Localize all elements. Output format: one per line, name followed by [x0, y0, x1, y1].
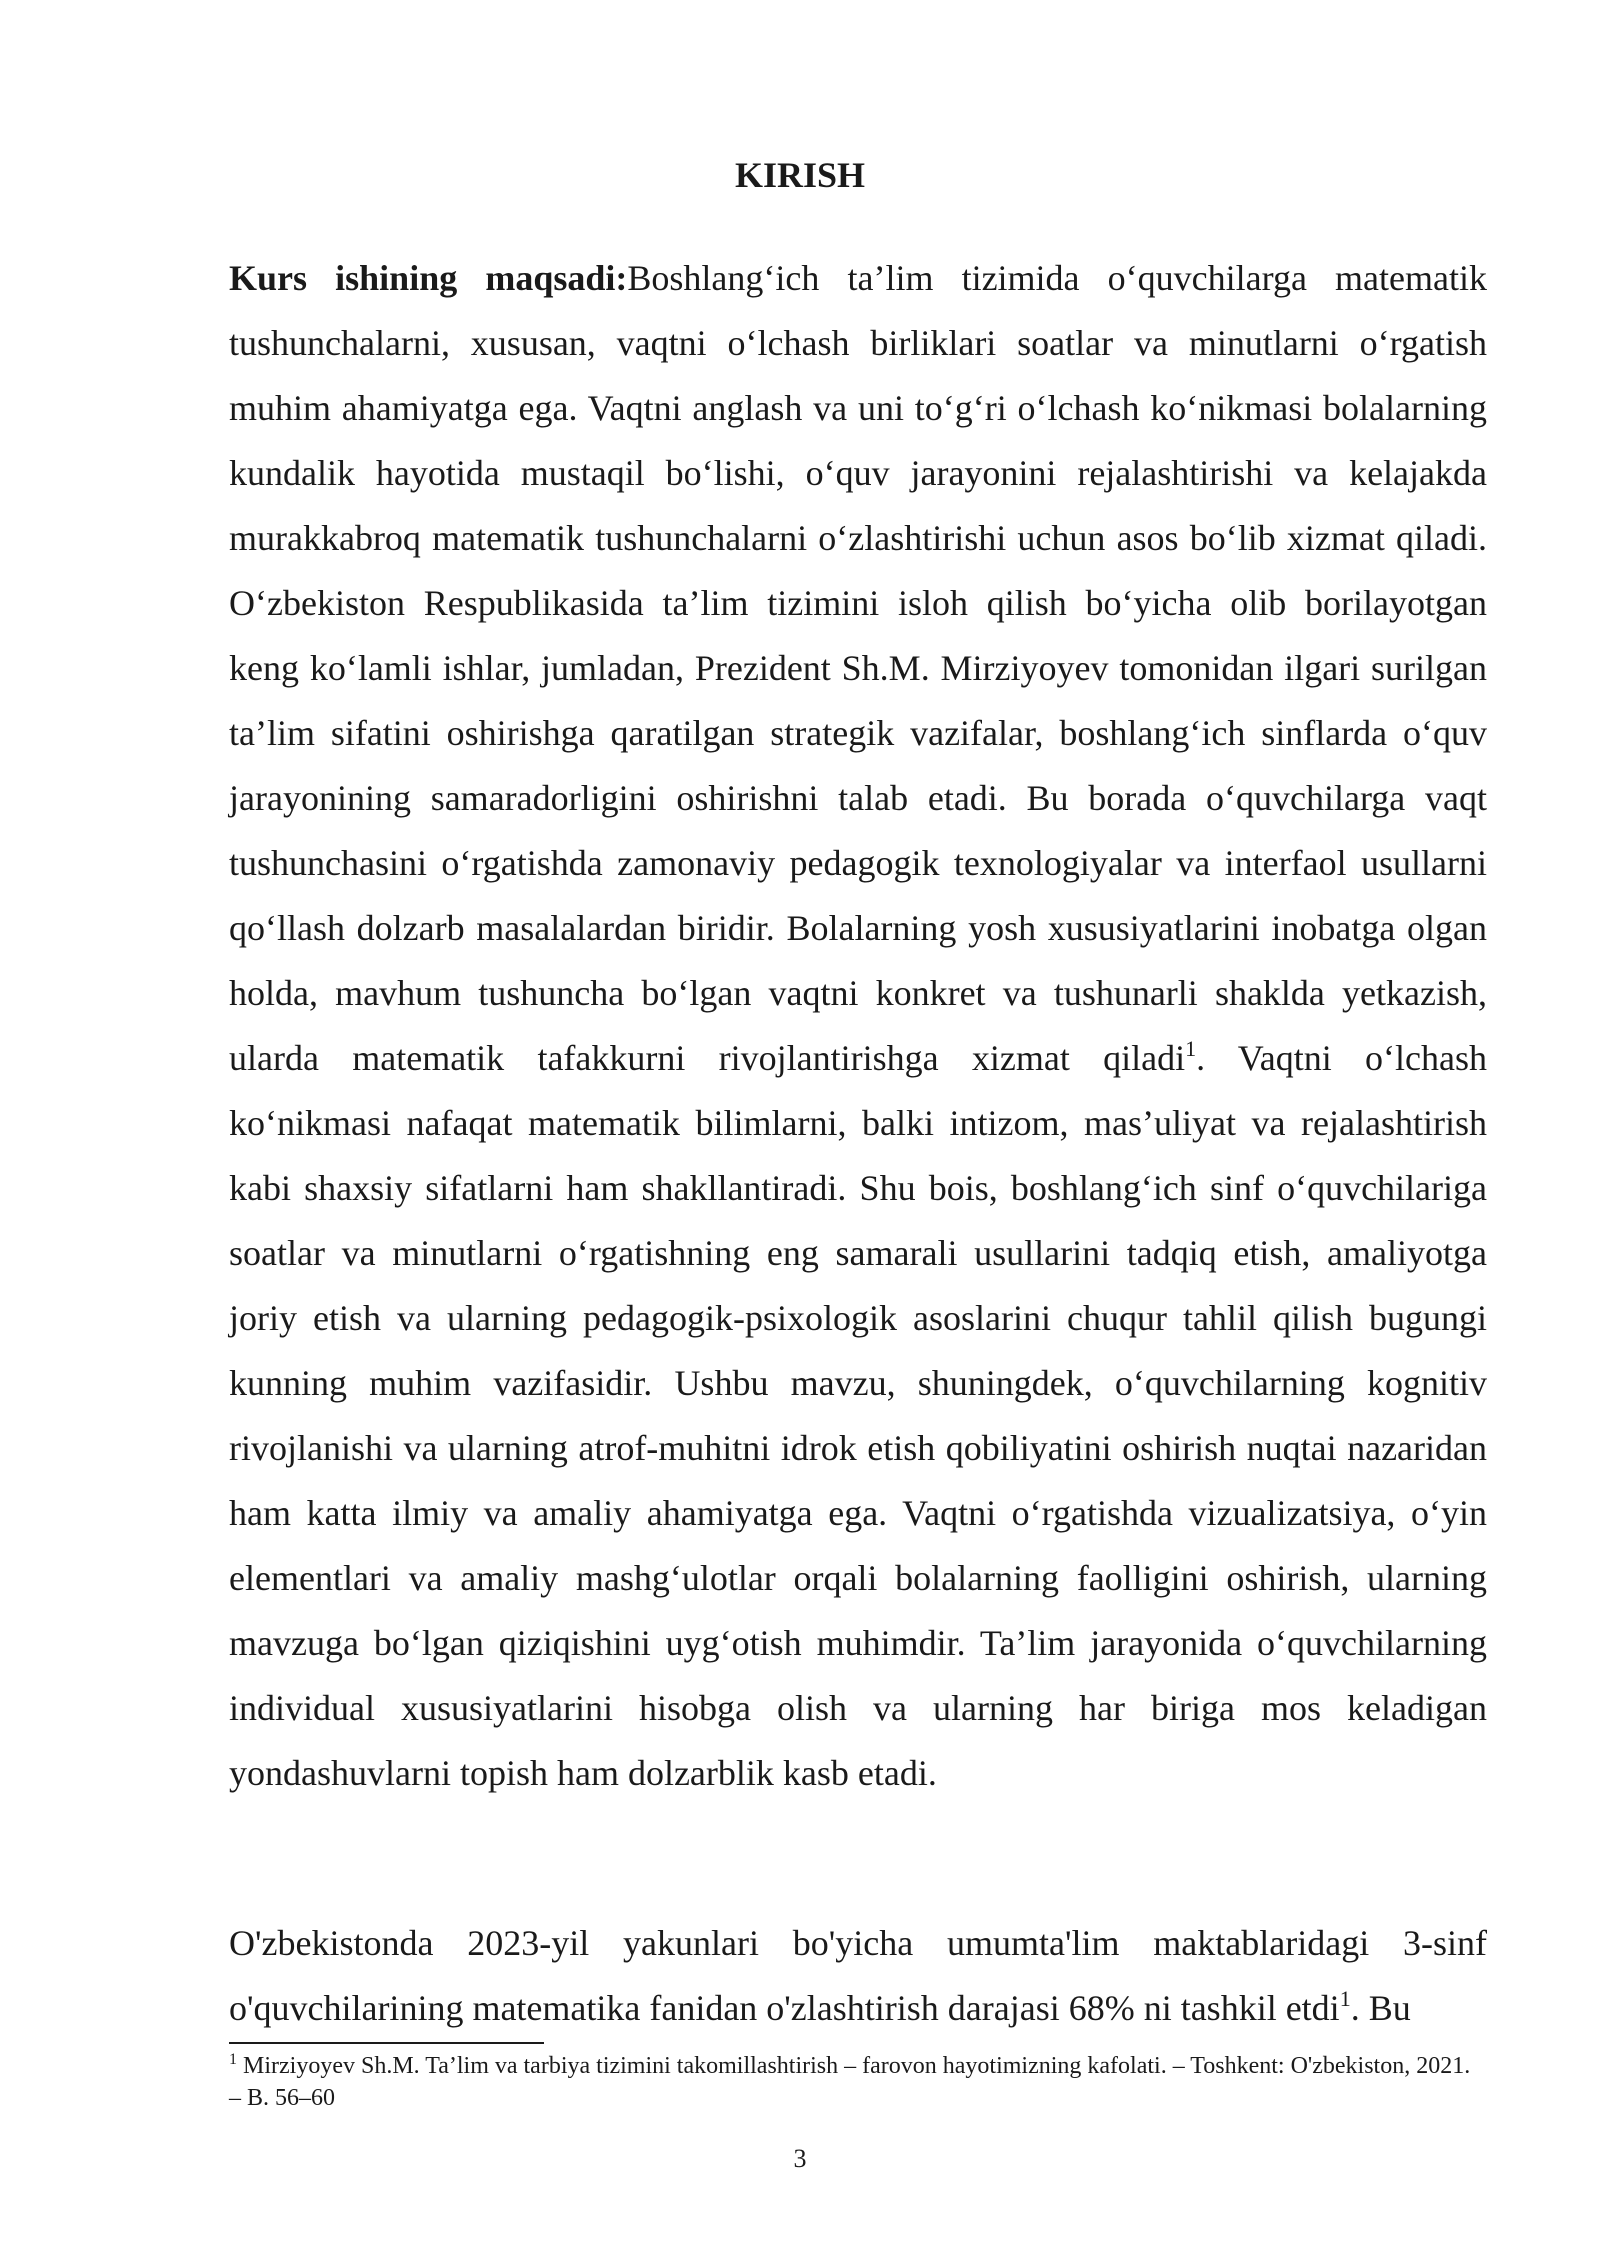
page-number: 3	[793, 2144, 807, 2173]
footnote-reference[interactable]: 1	[1339, 1986, 1351, 2011]
footnote-reference[interactable]: 1	[1185, 1036, 1197, 1061]
footnote-text: Mirziyoyev Sh.M. Ta’lim va tarbiya tizimini takomillashtirish – farovon hayotimizning kafolati. – Toshkent: O'zbekiston, 2021. – B. 56–60	[229, 2053, 1471, 2111]
footnote-marker: 1	[229, 2051, 237, 2068]
statistics-paragraph	[229, 1911, 1487, 2041]
intro-paragraph	[229, 246, 1487, 1806]
footnote-separator	[229, 2042, 544, 2044]
footnote	[229, 2050, 1487, 2114]
paragraph-text: Boshlang‘ich ta’lim tizimida o‘quvchilarga matematik tushunchalarni, xususan, vaqtni o‘lchash birliklari soatlar va minutlarni o‘rgatish muhim ahamiyatga ega. Vaqtni anglash va uni to‘g‘ri o‘lchash ko‘nikmasi bolalarning kundalik hayotida mustaqil bo‘lishi, o‘quv jarayonini rejalashtirishi va kelajakda murakkabroq matematik tushunchalarni o‘zlashtirishi uchun asos bo‘lib xizmat qiladi. O‘zbekiston Respublikasida ta’lim tizimini isloh qilish bo‘yicha olib borilayotgan keng ko‘lamli ishlar, jumladan, Prezident Sh.M. Mirziyoyev tomonidan ilgari surilgan ta’lim sifatini oshirishga qaratilgan strategik vazifalar, boshlang‘ich sinflarda o‘quv jarayonining samaradorligini oshirishni talab etadi. Bu borada o‘quvchilarga vaqt tushunchasini o‘rgatishda zamonaviy pedagogik texnologiyalar va interfaol usullarni qo‘llash dolzarb masalalardan biridir. Bolalarning yosh xususiyatlarini inobatga olgan holda, mavhum tushuncha bo‘lgan vaqtni konkret va tushunarli shaklda yetkazish, ularda matematik tafakkurni rivojlantirishga xizmat qiladi	[229, 258, 1487, 1078]
paragraph-text: O'zbekistonda 2023-yil yakunlari bo'yicha umumta'lim maktablaridagi 3-sinf o'quvchilarining matematika fanidan o'zlashtirish darajasi 68% ni tashkil etdi	[229, 1923, 1487, 2028]
paragraph-text-continued: . Vaqtni o‘lchash ko‘nikmasi nafaqat matematik bilimlarni, balki intizom, mas’uliyat va rejalashtirish kabi shaxsiy sifatlarni ham shakllantiradi. Shu bois, boshlang‘ich sinf o‘quvchilariga soatlar va minutlarni o‘rgatishning eng samarali usullarini tadqiq etish, amaliyotga joriy etish va ularning pedagogik-psixologik asoslarini chuqur tahlil qilish bugungi kunning muhim vazifasidir. Ushbu mavzu, shuningdek, o‘quvchilarning kognitiv rivojlanishi va ularning atrof-muhitni idrok etish qobiliyatini oshirish nuqtai nazaridan ham katta ilmiy va amaliy ahamiyatga ega. Vaqtni o‘rgatishda vizualizatsiya, o‘yin elementlari va amaliy mashg‘ulotlar orqali bolalarning faolligini oshirish, ularning mavzuga bo‘lgan qiziqishini uyg‘otish muhimdir. Ta’lim jarayonida o‘quvchilarning individual xususiyatlarini hisobga olish va ularning har biriga mos keladigan yondashuvlarni topish ham dolzarblik kasb etadi.	[229, 1038, 1487, 1793]
paragraph-lead: Kurs ishining maqsadi:	[229, 258, 628, 298]
page-title: KIRISH	[734, 155, 866, 195]
paragraph-text-continued: . Bu	[1350, 1988, 1411, 2028]
